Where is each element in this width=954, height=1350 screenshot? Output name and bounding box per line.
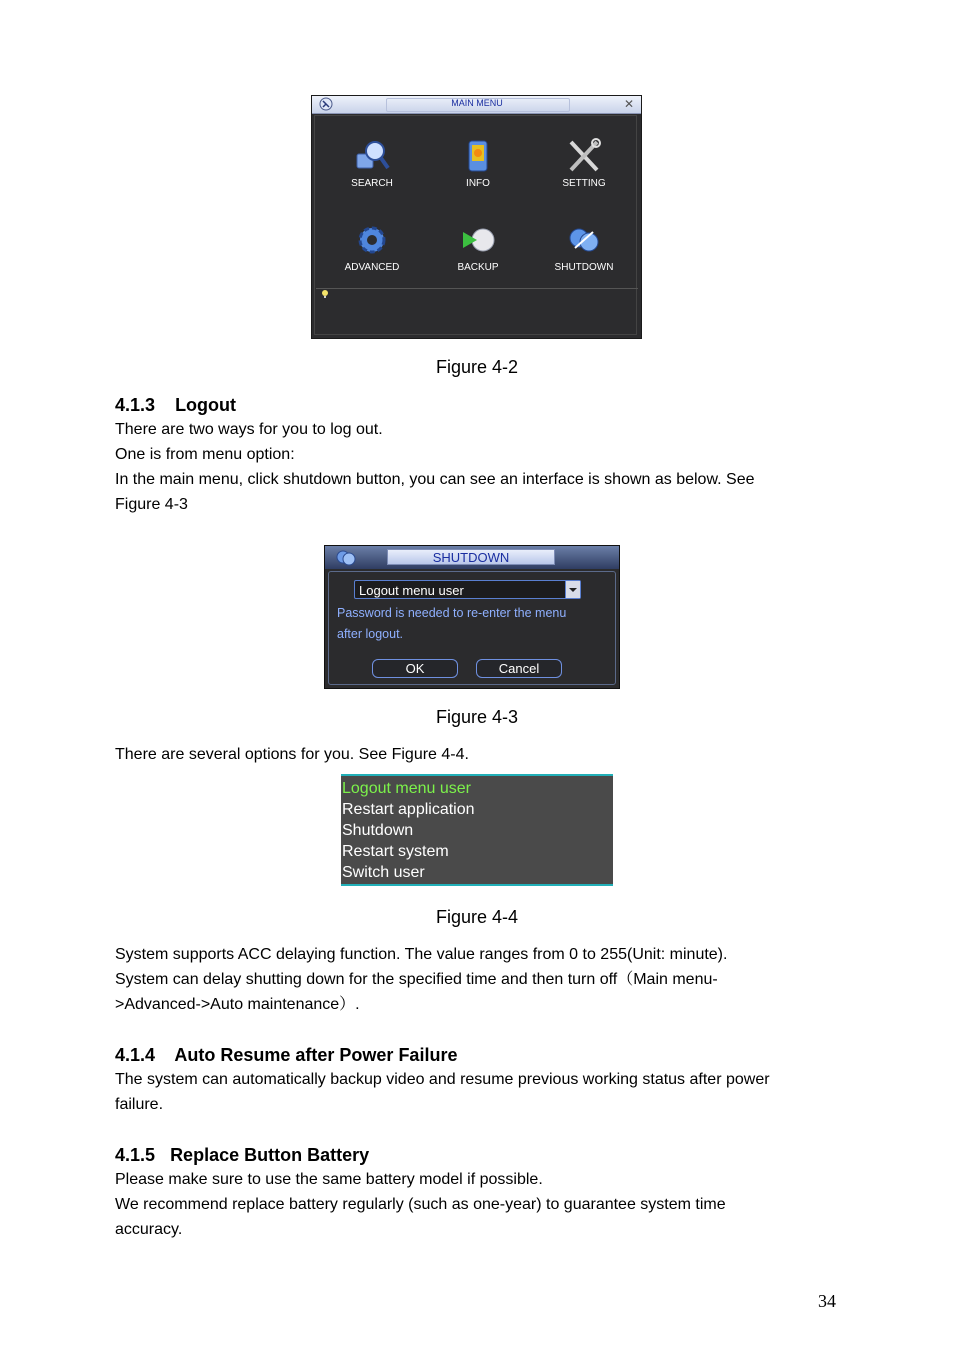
figure-caption: Figure 4-2 (435, 357, 519, 377)
menu-item-shutdown[interactable] (534, 222, 634, 273)
section-number: 4.1.3 (115, 395, 156, 415)
ok-button[interactable]: OK (372, 659, 458, 678)
menu-item-label: SHUTDOWN (554, 262, 614, 273)
list-item[interactable]: Shutdown (342, 822, 414, 839)
chevron-down-icon[interactable] (565, 581, 580, 598)
menu-item-label: SETTING (562, 178, 606, 189)
section-title: Replace Button Battery (170, 1145, 370, 1165)
logout-options-list (341, 774, 613, 886)
menu-item-label: INFO (466, 178, 490, 189)
shutdown-dialog (324, 545, 620, 689)
section-heading (115, 1045, 457, 1066)
section-number: 4.1.4 (115, 1045, 156, 1065)
paragraph: One is from menu option: (115, 446, 295, 463)
list-item[interactable]: Switch user (342, 864, 425, 881)
shutdown-title: SHUTDOWN (432, 550, 510, 565)
message-line: after logout. (337, 627, 404, 641)
menu-item-advanced[interactable] (322, 222, 422, 273)
menu-item-label: BACKUP (457, 262, 499, 273)
cancel-button[interactable]: Cancel (476, 659, 562, 678)
paragraph: failure. (115, 1096, 164, 1113)
section-title: Auto Resume after Power Failure (174, 1045, 458, 1065)
menu-item-label: ADVANCED (344, 262, 400, 273)
list-item[interactable]: Restart system (342, 843, 449, 860)
shutdown-titlebar (325, 546, 619, 569)
message-line: Password is needed to re-enter the menu (337, 606, 567, 620)
info-icon (459, 138, 497, 174)
select-value: Logout menu user (359, 583, 464, 598)
menu-item-label: SEARCH (351, 178, 393, 189)
search-icon (353, 138, 391, 174)
main-menu-titlebar (312, 96, 641, 114)
main-menu-title: MAIN MENU (451, 98, 503, 108)
section-heading (115, 1145, 369, 1166)
paragraph: System supports ACC delaying function. The value ranges from 0 to 255(Unit: minute). (115, 946, 728, 963)
shutdown-icon (335, 549, 357, 566)
page-number: 34 (818, 1291, 836, 1311)
shutdown-message (337, 603, 607, 645)
logo-icon (319, 97, 333, 111)
section-title: Logout (175, 395, 237, 415)
lightbulb-icon (320, 289, 330, 299)
section-number: 4.1.5 (115, 1145, 156, 1165)
main-menu-window (311, 95, 642, 339)
paragraph: Please make sure to use the same battery model if possible. (115, 1171, 543, 1188)
menu-item-search[interactable] (322, 138, 422, 189)
paragraph: accuracy. (115, 1221, 183, 1238)
logout-mode-select[interactable] (354, 580, 581, 599)
shutdown-icon (565, 222, 603, 258)
section-heading (115, 395, 236, 416)
figure-caption: Figure 4-3 (435, 707, 519, 727)
list-item[interactable]: Restart application (342, 801, 475, 818)
paragraph: Figure 4-3 (115, 496, 188, 513)
close-icon[interactable]: ✕ (624, 97, 635, 111)
figure-caption: Figure 4-4 (435, 907, 519, 927)
list-item[interactable]: Logout menu user (342, 780, 471, 797)
paragraph: The system can automatically backup video and resume previous working status after power (115, 1071, 770, 1088)
menu-item-setting[interactable] (534, 138, 634, 189)
paragraph: In the main menu, click shutdown button, you can see an interface is shown as below. See (115, 471, 755, 488)
advanced-icon (353, 222, 391, 258)
paragraph: There are several options for you. See Figure 4-4. (115, 746, 469, 763)
paragraph: There are two ways for you to log out. (115, 421, 383, 438)
paragraph: We recommend replace battery regularly (such as one-year) to guarantee system time (115, 1196, 726, 1213)
backup-icon (459, 222, 497, 258)
paragraph: System can delay shutting down for the specified time and then turn off（Main menu- (115, 971, 718, 988)
menu-item-info[interactable] (428, 138, 528, 189)
setting-icon (565, 138, 603, 174)
menu-item-backup[interactable] (428, 222, 528, 273)
main-menu-divider (316, 288, 638, 289)
paragraph: >Advanced->Auto maintenance）. (115, 996, 360, 1013)
